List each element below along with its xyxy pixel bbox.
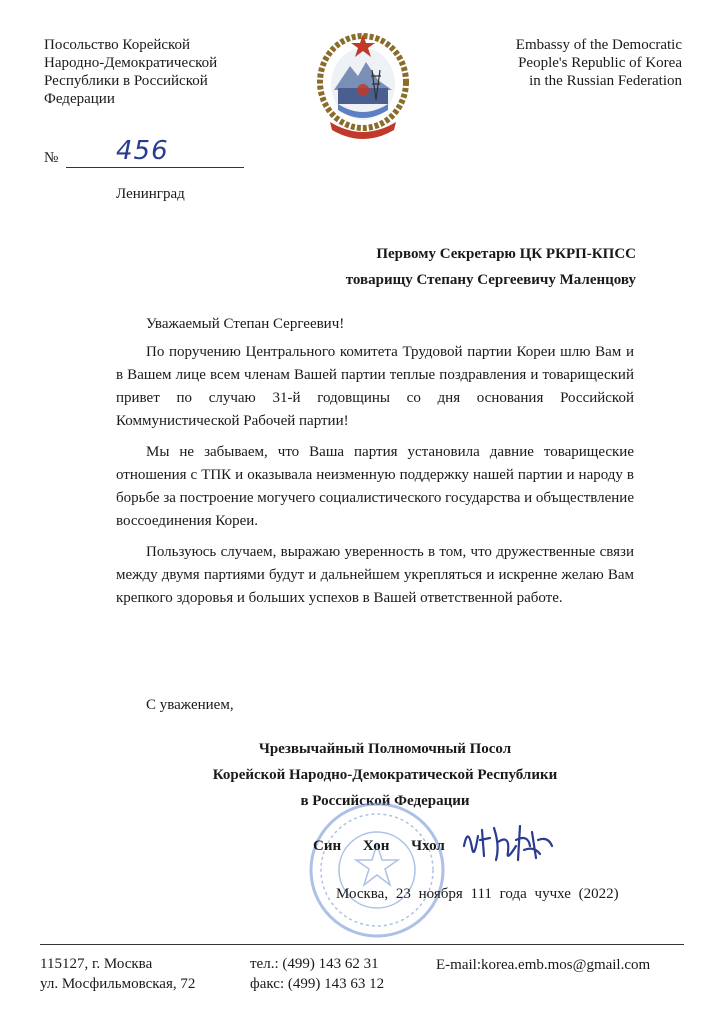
signatory-name: Син Хон Чхол [313, 838, 445, 854]
dprk-emblem-icon [316, 30, 410, 142]
reference-underline [66, 167, 244, 168]
addressee [346, 241, 636, 293]
paragraph: По поручению Центрального комитета Трудовой партии Кореи шлю Вам и в Вашем лице всем членам Вашей партии теплые поздравления и товарищеский привет по случаю 31-й годовщины со дня основания Российской Коммунистической Рабочей партии! [116, 344, 634, 429]
salutation: Уважаемый Степан Сергеевич! [146, 316, 345, 332]
footer-phone [250, 954, 384, 994]
signatory-title-line: Корейской Народно-Демократической Республики [212, 767, 558, 783]
reference-label: № [44, 150, 59, 166]
city: Ленинград [116, 186, 185, 202]
addressee-line: Первому Секретарю ЦК РКРП-КПСС [376, 246, 636, 262]
header-ru-line: Республики в Российской [44, 73, 208, 89]
signatory-title-line: Чрезвычайный Полномочный Посол [258, 741, 512, 757]
header-en-line: Embassy of the Democratic [515, 37, 682, 53]
footer-email: E-mail:korea.emb.mos@gmail.com [436, 957, 651, 973]
handwritten-signature-icon [458, 816, 558, 870]
header-english [470, 36, 682, 90]
letter-body [116, 341, 634, 610]
header-russian [44, 36, 274, 108]
header-en-line: People's Republic of Korea [518, 55, 682, 71]
header-ru-line: Народно-Демократической [44, 55, 218, 71]
reference-number [44, 136, 244, 168]
paragraph: Пользуюсь случаем, выражаю уверенность в том, что дружественные связи между двумя партиями будут и дальнейшем укрепляться и искренне желаю Вам крепкого здоровья и больших успехов в Вашей ответственной работе. [116, 544, 634, 606]
header-en-line: in the Russian Federation [529, 73, 682, 89]
addressee-line: товарищу Степану Сергеевичу Маленцову [345, 272, 636, 288]
footer-tel: тел.: (499) 143 62 31 [250, 956, 379, 972]
footer-address-line: 115127, г. Москва [40, 956, 153, 972]
official-stamp-icon [302, 800, 452, 940]
reference-handwritten-number: 456 [116, 136, 169, 166]
date-line: Москва, 23 ноября 111 года чучхе (2022) [336, 886, 619, 902]
paragraph: Мы не забываем, что Ваша партия установила давние товарищеские отношения с ТПК и оказывала неизменную поддержку нашей партии и народу в борьбе за построение могучего социалистического государства и объществление воссоединения Кореи. [116, 444, 634, 529]
signatory-title-line: в Российской Федерации [300, 793, 470, 809]
footer-address-line: ул. Мосфильмовская, 72 [40, 976, 196, 992]
footer-address [40, 954, 195, 994]
header-ru-line: Посольство Корейской [44, 37, 191, 53]
footer-fax: факс: (499) 143 63 12 [250, 976, 385, 992]
closing: С уважением, [146, 697, 234, 713]
header-ru-line: Федерации [44, 91, 115, 107]
footer-divider [40, 944, 684, 945]
